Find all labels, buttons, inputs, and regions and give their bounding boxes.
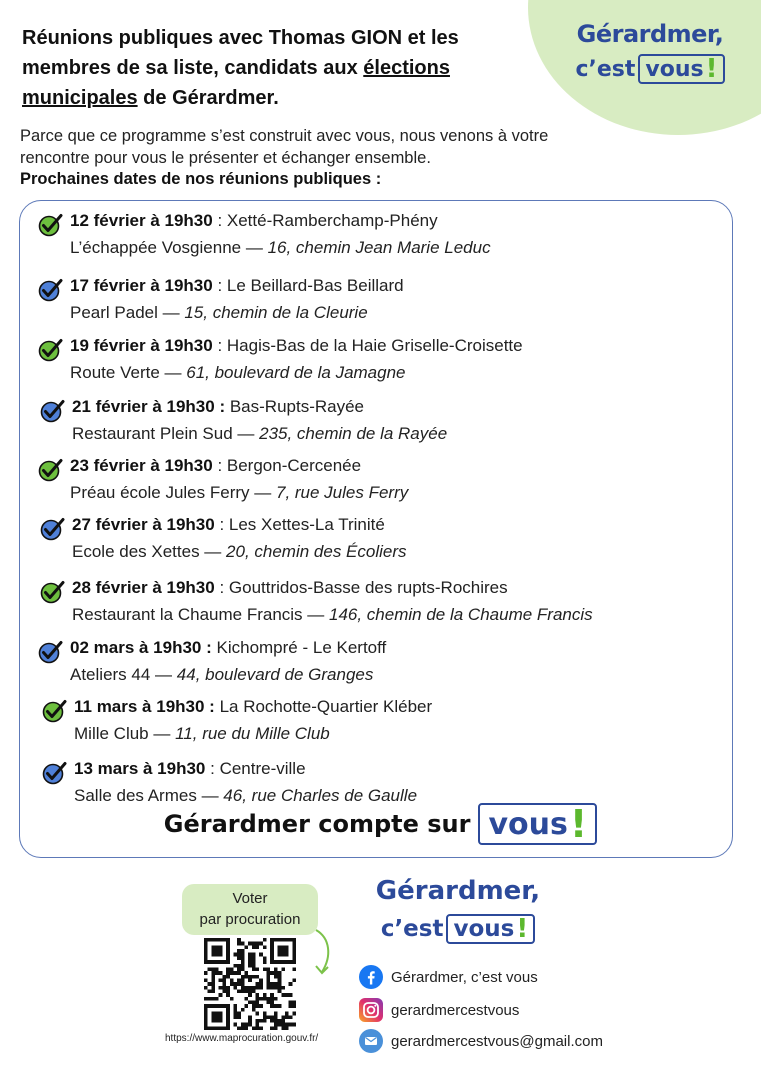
event-address: 61, boulevard de la Jamagne — [186, 363, 406, 382]
event-date: 11 mars à 19h30 : — [74, 697, 215, 716]
event-venue: Ecole des Xettes — [72, 542, 200, 561]
event-dash: — — [199, 542, 227, 561]
event-date: 27 février à 19h30 — [72, 515, 215, 534]
event-dash: — — [157, 303, 185, 322]
event-item — [40, 275, 730, 324]
event-item — [40, 637, 730, 686]
brand-exclamation-bottom: ! — [516, 914, 529, 944]
event-area: Centre-ville — [219, 759, 306, 778]
event-venue: L’échappée Vosgienne — [70, 238, 242, 257]
event-line-1 — [70, 210, 730, 232]
checkmark-icon — [42, 698, 68, 724]
event-area: Bergon-Cercenée — [226, 456, 362, 475]
event-dash: — — [241, 238, 268, 257]
facebook-icon — [359, 965, 383, 989]
brand-tagline-bottom — [368, 914, 548, 944]
event-line-2 — [70, 302, 730, 324]
event-separator: : — [212, 456, 227, 475]
event-line-1 — [72, 396, 732, 418]
social-facebook[interactable] — [359, 965, 538, 989]
checkmark-icon — [38, 337, 64, 363]
event-dash: — — [150, 665, 177, 684]
event-venue: Pearl Padel — [70, 303, 158, 322]
title-part-2: de Gérardmer. — [137, 87, 279, 109]
slogan — [0, 803, 761, 845]
event-address: 11, rue du Mille Club — [175, 724, 330, 743]
intro-text: Parce que ce programme s’est construit avec vous, nous venons à votre rencontre pour vous le présenter et échanger ensemble. — [20, 127, 549, 167]
event-item — [44, 758, 734, 807]
qr-code-icon[interactable] — [204, 938, 296, 1030]
event-address: 20, chemin des Écoliers — [226, 542, 407, 561]
event-line-1 — [74, 758, 734, 780]
event-address: 15, chemin de la Cleurie — [184, 303, 368, 322]
checkmark-icon — [40, 516, 66, 542]
event-date: 02 mars à 19h30 : — [70, 638, 212, 657]
email-label: gerardmercestvous@gmail.com — [391, 1032, 603, 1050]
event-venue: Préau école Jules Ferry — [70, 483, 250, 502]
event-item — [40, 335, 730, 384]
event-address: 146, chemin de la Chaume Francis — [329, 605, 593, 624]
event-line-1 — [70, 335, 730, 357]
brand-cest-bottom: c’est — [380, 916, 444, 942]
event-area: Les Xettes-La Trinité — [228, 515, 385, 534]
event-area: Gouttridos-Basse des rupts-Rochires — [228, 578, 508, 597]
event-venue: Ateliers 44 — [70, 665, 151, 684]
event-separator: : — [205, 759, 220, 778]
event-venue: Salle des Armes — [74, 786, 197, 805]
event-date: 13 mars à 19h30 — [74, 759, 206, 778]
event-line-2 — [72, 604, 732, 626]
event-separator: : — [212, 336, 227, 355]
instagram-label: gerardmercestvous — [391, 1001, 520, 1019]
event-date: 17 février à 19h30 — [70, 276, 213, 295]
checkmark-icon — [40, 579, 66, 605]
event-date: 21 février à 19h30 : — [72, 397, 226, 416]
curved-arrow-icon — [308, 928, 338, 978]
event-address: 44, boulevard de Granges — [176, 665, 374, 684]
brand-cest: c’est — [575, 56, 636, 82]
event-address: 235, chemin de la Rayée — [259, 424, 448, 443]
event-venue: Mille Club — [74, 724, 149, 743]
event-area: La Rochotte-Quartier Kléber — [219, 697, 433, 716]
brand-name: Gérardmer, — [576, 20, 724, 48]
brand-logo-top — [560, 20, 740, 84]
facebook-label: Gérardmer, c’est vous — [391, 968, 538, 986]
slogan-text: Gérardmer compte sur — [163, 810, 471, 838]
checkmark-icon — [38, 212, 64, 238]
brand-tagline — [560, 54, 740, 84]
checkmark-icon — [40, 398, 66, 424]
event-area: Xetté-Ramberchamp-Phény — [226, 211, 438, 230]
event-dash: — — [302, 605, 329, 624]
event-area: Le Beillard-Bas Beillard — [226, 276, 404, 295]
event-venue: Restaurant la Chaume Francis — [72, 605, 303, 624]
event-dash: — — [232, 424, 260, 443]
event-date: 28 février à 19h30 — [72, 578, 215, 597]
brand-name-bottom: Gérardmer, — [375, 876, 541, 906]
event-line-2 — [72, 541, 732, 563]
brand-exclamation: ! — [705, 54, 718, 84]
event-line-2 — [70, 664, 730, 686]
event-line-2 — [70, 237, 730, 259]
event-address: 46, rue Charles de Gaulle — [223, 786, 418, 805]
event-line-1 — [72, 514, 732, 536]
social-instagram[interactable] — [359, 998, 519, 1022]
event-item — [44, 696, 734, 745]
slogan-exclamation: ! — [569, 802, 588, 846]
title-part-1: Réunions publiques avec Thomas GION et les membres de sa liste, candidats aux — [22, 27, 459, 79]
brand-vous-bottom: vous — [453, 916, 515, 942]
proxy-label-line-2: par procuration — [199, 911, 301, 928]
page-title — [22, 23, 522, 113]
proxy-url[interactable]: https://www.maprocuration.gouv.fr/ — [165, 1033, 319, 1044]
event-item — [40, 455, 730, 504]
event-dash: — — [148, 724, 176, 743]
proxy-label-line-1: Voter — [232, 890, 268, 907]
event-venue: Restaurant Plein Sud — [72, 424, 233, 443]
event-area: Bas-Rupts-Rayée — [229, 397, 365, 416]
event-dash: — — [196, 786, 224, 805]
event-dash: — — [159, 363, 187, 382]
event-date: 12 février à 19h30 — [70, 211, 213, 230]
section-subheading: Prochaines dates de nos réunions publiques : — [20, 170, 382, 188]
brand-vous: vous — [645, 56, 704, 82]
event-item — [42, 396, 732, 445]
event-separator: : — [214, 578, 229, 597]
slogan-vous-box — [478, 803, 597, 845]
checkmark-icon — [38, 277, 64, 303]
event-line-1 — [70, 637, 730, 659]
checkmark-icon — [38, 457, 64, 483]
event-line-1 — [72, 577, 732, 599]
event-line-1 — [70, 275, 730, 297]
email-icon — [359, 1029, 383, 1053]
event-address: 7, rue Jules Ferry — [275, 483, 409, 502]
event-line-2 — [70, 482, 730, 504]
instagram-icon — [359, 998, 383, 1022]
slogan-vous: vous — [488, 806, 568, 842]
event-dash: — — [249, 483, 276, 502]
event-separator: : — [212, 211, 227, 230]
brand-logo-bottom — [368, 876, 548, 944]
event-line-1 — [70, 455, 730, 477]
checkmark-icon — [42, 760, 68, 786]
event-separator: : — [212, 276, 227, 295]
event-line-1 — [74, 696, 734, 718]
title-underlined: élections municipales — [22, 57, 450, 109]
event-item — [42, 577, 732, 626]
event-address: 16, chemin Jean Marie Leduc — [267, 238, 491, 257]
brand-vous-box-bottom — [446, 914, 535, 944]
event-date: 23 février à 19h30 — [70, 456, 213, 475]
social-email[interactable] — [359, 1029, 603, 1053]
event-item — [42, 514, 732, 563]
event-separator: : — [214, 515, 229, 534]
checkmark-icon — [38, 639, 64, 665]
event-area: Kichompré - Le Kertoff — [216, 638, 387, 657]
event-venue: Route Verte — [70, 363, 160, 382]
event-line-2 — [74, 723, 734, 745]
event-area: Hagis-Bas de la Haie Griselle-Croisette — [226, 336, 523, 355]
brand-vous-box — [638, 54, 724, 84]
proxy-vote-label — [182, 884, 318, 935]
event-date: 19 février à 19h30 — [70, 336, 213, 355]
event-line-2 — [72, 423, 732, 445]
event-item — [40, 210, 730, 259]
event-line-2 — [70, 362, 730, 384]
